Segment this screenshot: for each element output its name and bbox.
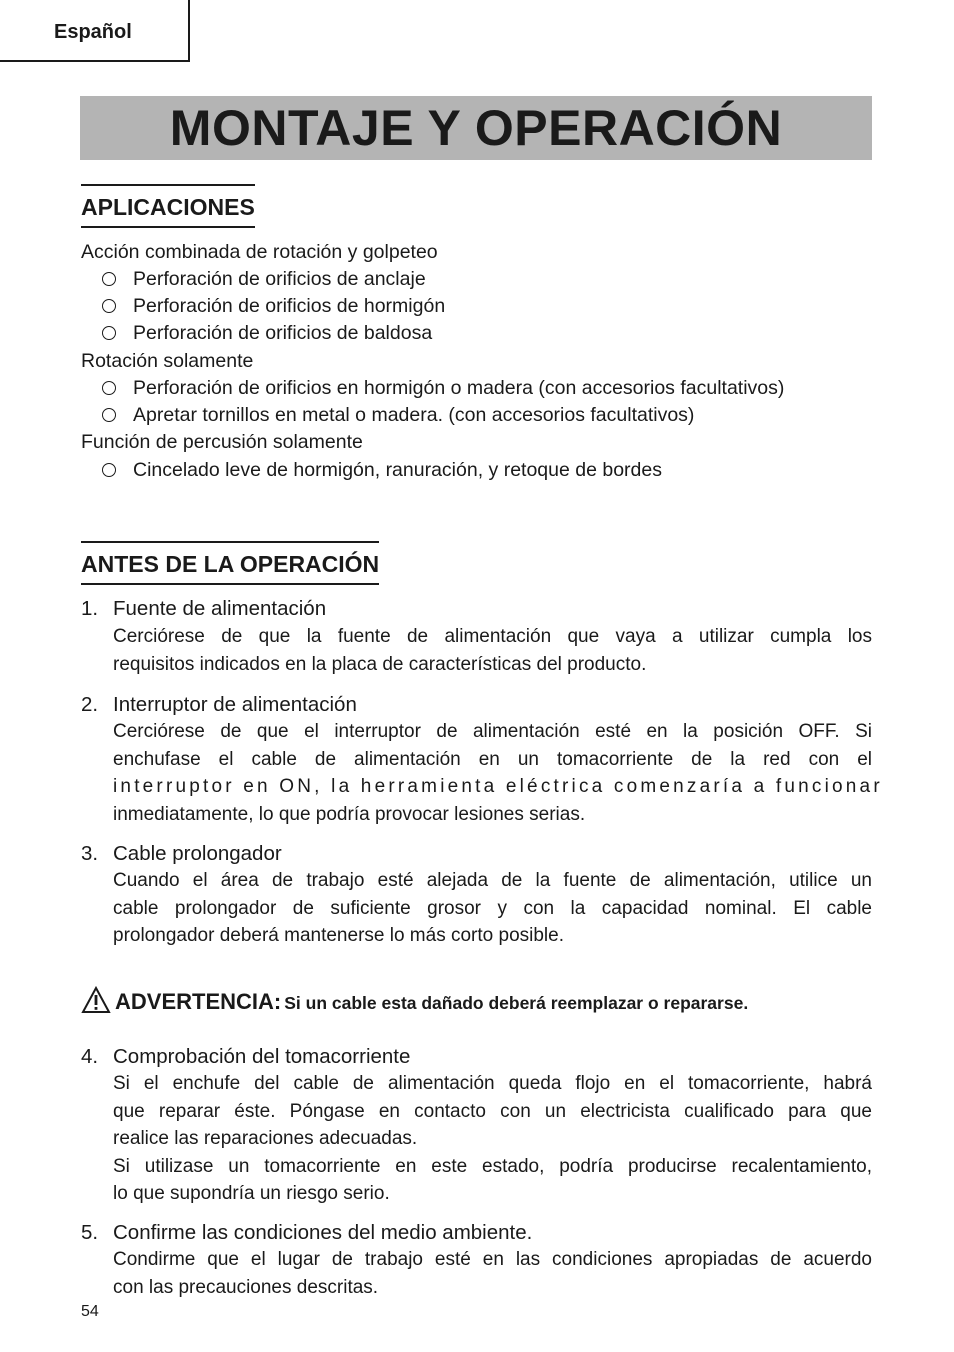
circle-bullet-icon bbox=[102, 408, 116, 422]
application-group-label: Función de percusión solamente bbox=[81, 431, 363, 453]
numbered-item-title: 5. Confirme las condiciones del medio ambiente. bbox=[81, 1221, 533, 1244]
application-item: Perforación de orificios de anclaje bbox=[102, 266, 426, 293]
numbered-item-text: Cerciórese de que la fuente de alimentación que vaya a utilizar cumpla los requisitos indicados en la placa de características del producto. bbox=[113, 626, 872, 675]
page-title-bar bbox=[80, 96, 872, 160]
page-title: MONTAJE Y OPERACIÓN bbox=[169, 100, 783, 156]
page-number: 54 bbox=[81, 1303, 99, 1320]
warning-text: Si un cable esta dañado deberá reemplazar o repararse. bbox=[284, 993, 749, 1013]
numbered-item-title: 3. Cable prolongador bbox=[81, 842, 282, 865]
application-item: Perforación de orificios en hormigón o madera (con accesorios facultativos) bbox=[102, 375, 784, 402]
circle-bullet-icon bbox=[102, 463, 116, 477]
numbered-item-text: Cuando el área de trabajo esté alejada de la fuente de alimentación, utilice un cable prolongador de suficiente grosor y con la capacidad nominal. El cable prolongador deberá mantenerse lo más corto posible. bbox=[113, 870, 872, 947]
numbered-item-title: 4. Comprobación del tomacorriente bbox=[81, 1045, 411, 1068]
warning-triangle-icon bbox=[81, 986, 111, 1014]
circle-bullet-icon bbox=[102, 272, 116, 286]
numbered-item-title: 2. Interruptor de alimentación bbox=[81, 693, 357, 716]
warning-notice bbox=[81, 986, 748, 1015]
circle-bullet-icon bbox=[102, 381, 116, 395]
applications-heading: APLICACIONES bbox=[81, 184, 255, 228]
language-label: Español bbox=[54, 21, 132, 43]
numbered-item-text: Condirme que el lugar de trabajo esté en las condiciones apropiadas de acuerdo con las precauciones descritas. bbox=[113, 1249, 872, 1298]
circle-bullet-icon bbox=[102, 326, 116, 340]
application-item: Perforación de orificios de baldosa bbox=[102, 320, 432, 347]
language-tab bbox=[0, 0, 190, 62]
before-operation-heading: ANTES DE LA OPERACIÓN bbox=[81, 541, 379, 585]
application-group-label: Acción combinada de rotación y golpeteo bbox=[81, 241, 438, 263]
application-item: Perforación de orificios de hormigón bbox=[102, 293, 445, 320]
circle-bullet-icon bbox=[102, 299, 116, 313]
application-item: Apretar tornillos en metal o madera. (con accesorios facultativos) bbox=[102, 402, 694, 429]
application-group-label: Rotación solamente bbox=[81, 350, 254, 372]
numbered-item-text: Si el enchufe del cable de alimentación queda flojo en el tomacorriente, habrá que reparar éste. Póngase en contacto con un electricista cualificado para que realice las reparaciones adecuadas. Si utilizase un tomacorriente en este estado, podría producirse recalentamiento, lo que supondría un riesgo serio. bbox=[113, 1073, 872, 1205]
numbered-item-title: 1. Fuente de alimentación bbox=[81, 597, 327, 620]
application-item: Cincelado leve de hormigón, ranuración, y retoque de bordes bbox=[102, 457, 662, 484]
numbered-item-text: Cerciórese de que el interruptor de alimentación esté en la posición OFF. Si enchufase el cable de alimentación en un tomacorriente de la red con el interruptor en ON, la herramienta eléctrica comenzaría a funcionar inmediatamente, lo que podría provocar lesiones serias. bbox=[113, 721, 883, 825]
warning-label: ADVERTENCIA: bbox=[115, 989, 282, 1014]
